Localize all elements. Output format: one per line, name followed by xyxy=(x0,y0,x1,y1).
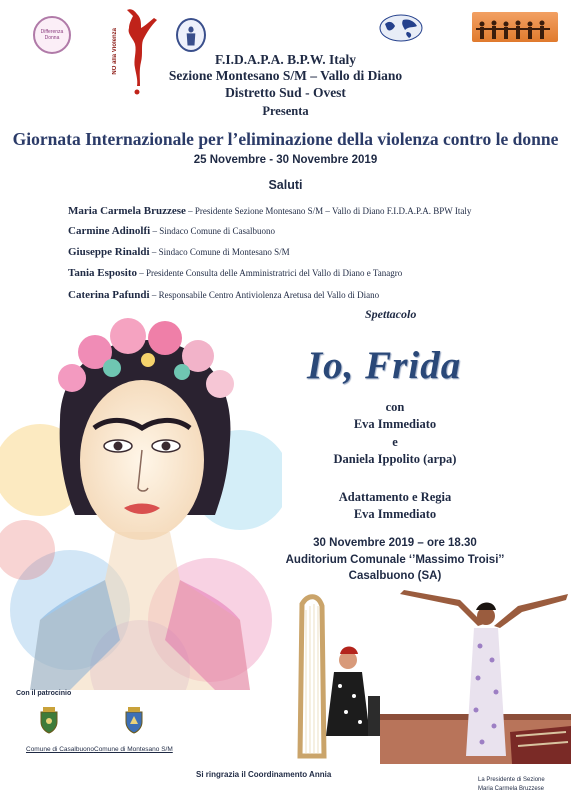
speaker-item xyxy=(68,267,402,279)
people-silhouette-icon xyxy=(472,12,558,42)
cast-con: con xyxy=(385,400,405,414)
logo-text: Donna xyxy=(44,35,60,41)
speaker-item xyxy=(68,289,379,301)
dancers-logo xyxy=(472,12,558,42)
credits-label: Adattamento e Regia xyxy=(338,490,452,504)
performers-image xyxy=(290,586,571,764)
org-district: Distretto Sud - Ovest xyxy=(225,85,346,100)
speaker-name: Tania Esposito xyxy=(68,267,137,279)
saluti-heading: Saluti xyxy=(268,178,303,192)
globe-icon xyxy=(379,14,423,42)
signature-name: Maria Carmela Bruzzese xyxy=(478,786,545,792)
logo-text: Differenza xyxy=(40,29,64,35)
speaker-role: – Presidente Sezione Montesano S/M – Vallo di Diano F.I.D.A.P.A. BPW Italy xyxy=(185,206,472,216)
speaker-role: – Sindaco Comune di Casalbuono xyxy=(150,226,275,236)
cast-performer: Eva Immediato xyxy=(353,417,437,431)
presenta-label: Presenta xyxy=(262,104,309,118)
speaker-item xyxy=(68,225,275,237)
performance-photo xyxy=(290,586,571,764)
cast-and: e xyxy=(392,435,398,449)
comune-casalbuono-label: Comune di Casalbuono xyxy=(26,746,94,753)
speaker-name: Maria Carmela Bruzzese xyxy=(68,205,186,217)
spettacolo-label: Spettacolo xyxy=(365,307,417,321)
event-title: Giornata Internazionale per l’eliminazione della violenza contro le donne xyxy=(12,129,559,149)
speaker-role: – Responsabile Centro Antiviolenza Aretusa del Vallo di Diano xyxy=(149,290,380,300)
fidapa-logo xyxy=(176,18,206,52)
frida-portrait xyxy=(0,310,282,690)
speaker-role: – Sindaco Comune di Montesano S/M xyxy=(149,247,290,257)
cast-performer: Daniela Ippolito (arpa) xyxy=(333,452,457,466)
event-dates: 25 Novembre - 30 Novembre 2019 xyxy=(193,154,378,166)
logo-text: NO alla Violenza xyxy=(112,28,118,75)
differenza-donna-logo xyxy=(33,16,71,54)
speaker-item xyxy=(68,246,290,258)
figure-icon xyxy=(178,21,204,51)
signature-title: La Presidente di Sezione xyxy=(478,777,545,783)
credits-director: Eva Immediato xyxy=(353,507,437,521)
casalbuono-crest-icon xyxy=(38,706,60,734)
show-title: Io, Frida xyxy=(307,344,462,387)
portrait-illustration xyxy=(0,310,282,690)
bpw-globe-logo xyxy=(379,14,423,42)
montesano-crest-icon xyxy=(123,706,145,734)
event-datetime: 30 Novembre 2019 – ore 18.30 xyxy=(313,537,477,549)
speaker-role: – Presidente Consulta delle Amministratrici del Vallo di Diano e Tanagro xyxy=(137,268,403,278)
event-venue: Auditorium Comunale ‘’Massimo Troisi’’ xyxy=(285,554,505,566)
org-section: Sezione Montesano S/M – Vallo di Diano xyxy=(168,68,403,83)
speaker-name: Caterina Pafundi xyxy=(68,289,150,301)
comune-montesano-label: Comune di Montesano S/M xyxy=(94,746,173,753)
speaker-item xyxy=(68,205,471,217)
event-town: Casalbuono (SA) xyxy=(348,570,442,582)
patrocinio-label: Con il patrocinio xyxy=(16,690,72,697)
org-name: F.I.D.A.P.A. B.P.W. Italy xyxy=(215,52,356,67)
thanks-line: Si ringrazia il Coordinamento Annia xyxy=(196,770,332,779)
speaker-name: Giuseppe Rinaldi xyxy=(68,246,150,258)
speaker-name: Carmine Adinolfi xyxy=(68,225,151,237)
